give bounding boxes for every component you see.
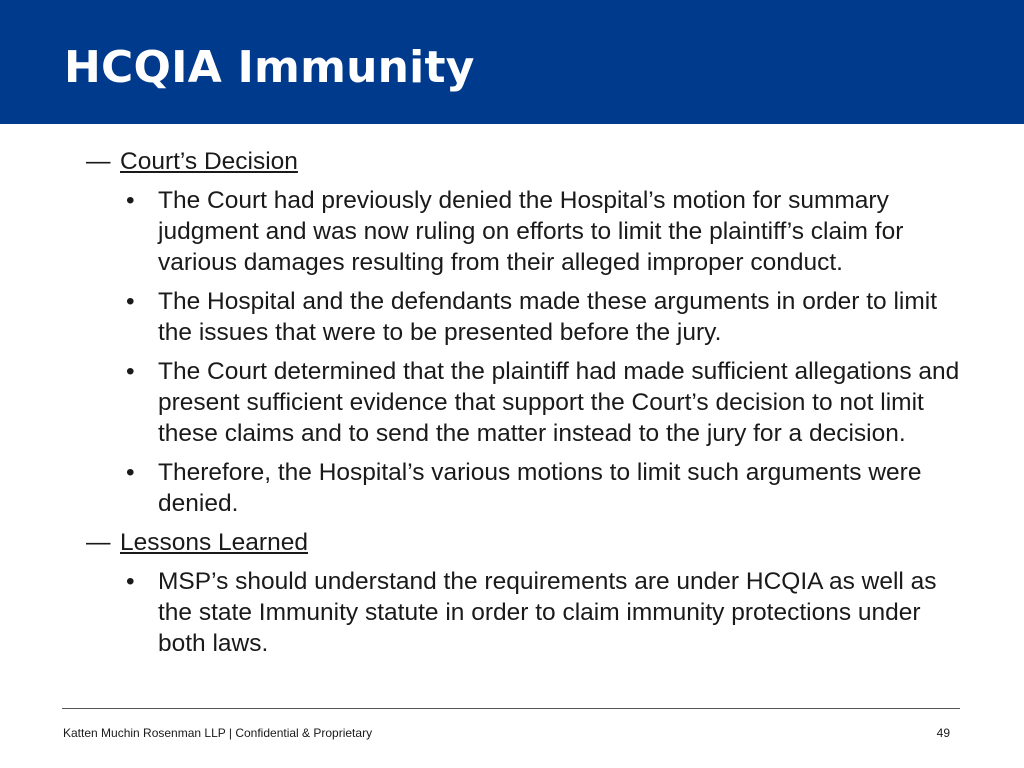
bullet-item xyxy=(86,185,966,278)
bullet-item xyxy=(86,286,966,348)
page-number: 49 xyxy=(936,726,950,740)
bullet-icon: • xyxy=(126,288,135,315)
section-heading xyxy=(86,527,966,558)
bullet-item xyxy=(86,356,966,449)
bullet-list xyxy=(86,566,966,659)
dash-marker: — xyxy=(86,529,111,556)
footer-divider xyxy=(62,708,960,709)
section-heading xyxy=(86,146,966,177)
section-label-lessons-learned: Lessons Learned xyxy=(120,529,308,556)
bullet-item xyxy=(86,457,966,519)
bullet-text: MSP’s should understand the requirements are under HCQIA as well as the state Immunity statute in order to claim immunity protections under both laws. xyxy=(158,568,937,657)
title-bar xyxy=(0,0,1024,124)
bullet-list xyxy=(86,185,966,519)
section-label-courts-decision: Court’s Decision xyxy=(120,148,298,175)
bullet-text: The Court determined that the plaintiff had made sufficient allegations and present sufficient evidence that support the Court’s decision to not limit these claims and to send the matter instead to the jury for a decision. xyxy=(158,358,960,447)
bullet-icon: • xyxy=(126,187,135,214)
section-lessons-learned xyxy=(86,527,966,659)
bullet-text: The Court had previously denied the Hospital’s motion for summary judgment and was now ruling on efforts to limit the plaintiff’s claim for various damages resulting from their alleged improper conduct. xyxy=(158,187,904,276)
footer-text: Katten Muchin Rosenman LLP | Confidential & Proprietary xyxy=(63,726,373,740)
bullet-text: The Hospital and the defendants made these arguments in order to limit the issues that were to be presented before the jury. xyxy=(158,288,937,346)
slide-content xyxy=(86,146,966,667)
dash-marker: — xyxy=(86,148,111,175)
bullet-icon: • xyxy=(126,568,135,595)
bullet-item xyxy=(86,566,966,659)
slide-title: HCQIA Immunity xyxy=(64,42,475,93)
bullet-text: Therefore, the Hospital’s various motions to limit such arguments were denied. xyxy=(158,459,922,517)
section-courts-decision xyxy=(86,146,966,519)
bullet-icon: • xyxy=(126,459,135,486)
bullet-icon: • xyxy=(126,358,135,385)
